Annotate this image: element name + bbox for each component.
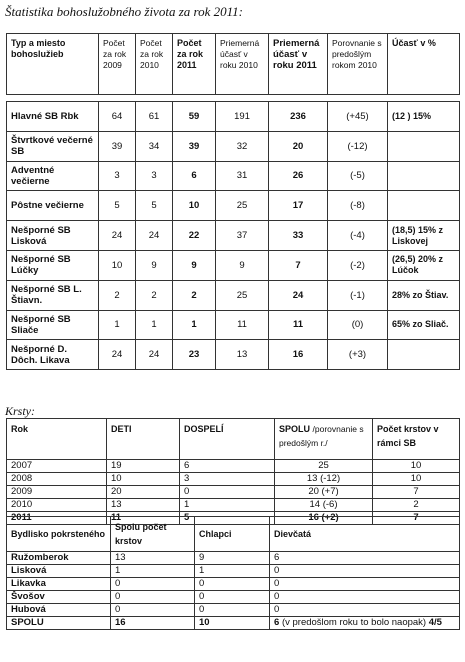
- service-row: [7, 250, 460, 280]
- residence-boys: 0: [195, 604, 270, 617]
- residence-girls: 0: [270, 578, 460, 591]
- baptism-total: 25: [275, 460, 373, 473]
- residence-header-row: [7, 517, 460, 552]
- service-name: Nešporné SB L. Štiavn.: [7, 280, 99, 310]
- service-name: Nešporné D. Dôch. Likava: [7, 340, 99, 370]
- avg-2010: 37: [216, 221, 269, 251]
- baptisms-title: Krsty:: [5, 404, 35, 418]
- service-name: Pôstne večierne: [7, 191, 99, 221]
- baptism-adults: 0: [180, 486, 275, 499]
- compare-value: (+3): [328, 340, 388, 370]
- attendance-pct: (26,5) 20% z Lúčok: [388, 250, 460, 280]
- service-row: [7, 131, 460, 161]
- page-title: Štatistika bohoslužobného života za rok 2011:: [5, 4, 243, 19]
- header-sb-count: Počet krstov v rámci SB: [373, 419, 460, 460]
- baptism-sb: 10: [373, 473, 460, 486]
- baptism-adults: 1: [180, 499, 275, 512]
- residence-girls: 0: [270, 565, 460, 578]
- count-2010: 61: [136, 102, 173, 132]
- baptism-adults: 3: [180, 473, 275, 486]
- residence-place: Hubová: [7, 604, 111, 617]
- services-header-row: [7, 34, 460, 95]
- header-gap: [7, 95, 460, 102]
- baptism-sb: 2: [373, 499, 460, 512]
- header-total-note: /porovnanie s predošlým r./: [279, 424, 364, 448]
- avg-2011: 11: [269, 310, 328, 340]
- compare-value: (+45): [328, 102, 388, 132]
- services-body: [7, 102, 460, 370]
- baptisms-body: [7, 460, 460, 525]
- baptism-total: 13 (-12): [275, 473, 373, 486]
- header-total: [275, 419, 373, 460]
- residence-place: Likavka: [7, 578, 111, 591]
- service-row: [7, 310, 460, 340]
- summary-girls: [270, 617, 460, 630]
- residence-total: 0: [111, 591, 195, 604]
- count-2011: 6: [173, 161, 216, 191]
- residence-total: 13: [111, 552, 195, 565]
- baptism-year: 2011: [7, 512, 107, 525]
- count-2010: 34: [136, 131, 173, 161]
- avg-2010: 9: [216, 250, 269, 280]
- attendance-pct: (12 ) 15%: [388, 102, 460, 132]
- count-2010: 24: [136, 340, 173, 370]
- baptism-adults: 5: [180, 512, 275, 525]
- residence-table: [6, 516, 460, 630]
- baptism-total: 16 (+2): [275, 512, 373, 525]
- count-2009: 1: [99, 310, 136, 340]
- summary-girls-note: (v predošlom roku to bolo naopak): [281, 617, 427, 628]
- count-2010: 24: [136, 221, 173, 251]
- attendance-pct: (18,5) 15% z Liskovej: [388, 221, 460, 251]
- header-pct: Účasť v %: [388, 34, 460, 95]
- header-children: DETI: [107, 419, 180, 460]
- header-total-label: SPOLU: [279, 424, 311, 434]
- baptism-year: 2007: [7, 460, 107, 473]
- count-2010: 5: [136, 191, 173, 221]
- baptism-row: [7, 473, 460, 486]
- compare-value: (-8): [328, 191, 388, 221]
- service-name: Adventné večierne: [7, 161, 99, 191]
- header-avg-2010: Priemerná účasť v roku 2010: [216, 34, 269, 95]
- count-2010: 3: [136, 161, 173, 191]
- baptism-children: 13: [107, 499, 180, 512]
- residence-row: [7, 552, 460, 565]
- count-2011: 59: [173, 102, 216, 132]
- summary-girls-ratio: 4/5: [428, 617, 442, 628]
- baptism-adults: 6: [180, 460, 275, 473]
- count-2009: 5: [99, 191, 136, 221]
- count-2011: 1: [173, 310, 216, 340]
- compare-value: (-4): [328, 221, 388, 251]
- residence-row: [7, 604, 460, 617]
- service-name: Štvrtkové večerné SB: [7, 131, 99, 161]
- baptism-row: [7, 486, 460, 499]
- service-row: [7, 221, 460, 251]
- baptism-row: [7, 499, 460, 512]
- count-2010: 2: [136, 280, 173, 310]
- summary-boys: 10: [195, 617, 270, 630]
- residence-body: [7, 552, 460, 617]
- residence-boys: 1: [195, 565, 270, 578]
- count-2010: 9: [136, 250, 173, 280]
- header-avg-2011: Priemerná účasť v roku 2011: [269, 34, 328, 95]
- service-name: Nešporné SB Lúčky: [7, 250, 99, 280]
- header-count-2011: Počet za rok 2011: [173, 34, 216, 95]
- baptism-children: 20: [107, 486, 180, 499]
- baptism-sb: 10: [373, 460, 460, 473]
- residence-summary-row: [7, 617, 460, 630]
- compare-value: (-12): [328, 131, 388, 161]
- avg-2011: 16: [269, 340, 328, 370]
- compare-value: (-5): [328, 161, 388, 191]
- attendance-pct: [388, 161, 460, 191]
- attendance-pct: 28% zo Štiav.: [388, 280, 460, 310]
- count-2011: 2: [173, 280, 216, 310]
- baptisms-table: [6, 418, 460, 525]
- residence-boys: 0: [195, 578, 270, 591]
- baptism-children: 19: [107, 460, 180, 473]
- baptism-sb: 7: [373, 486, 460, 499]
- count-2011: 10: [173, 191, 216, 221]
- count-2009: 3: [99, 161, 136, 191]
- service-row: [7, 161, 460, 191]
- header-residence-total: Spolu počet krstov: [111, 517, 195, 552]
- attendance-pct: [388, 340, 460, 370]
- avg-2011: 26: [269, 161, 328, 191]
- baptisms-header-row: [7, 419, 460, 460]
- avg-2011: 24: [269, 280, 328, 310]
- count-2011: 39: [173, 131, 216, 161]
- baptism-year: 2010: [7, 499, 107, 512]
- baptism-row: [7, 460, 460, 473]
- header-year: Rok: [7, 419, 107, 460]
- residence-girls: 0: [270, 591, 460, 604]
- service-name: Hlavné SB Rbk: [7, 102, 99, 132]
- avg-2010: 31: [216, 161, 269, 191]
- service-name: Nešporné SB Sliače: [7, 310, 99, 340]
- residence-girls: 6: [270, 552, 460, 565]
- avg-2010: 25: [216, 280, 269, 310]
- compare-value: (-1): [328, 280, 388, 310]
- avg-2011: 20: [269, 131, 328, 161]
- attendance-pct: [388, 131, 460, 161]
- avg-2011: 33: [269, 221, 328, 251]
- count-2009: 24: [99, 340, 136, 370]
- count-2011: 9: [173, 250, 216, 280]
- baptism-total: 20 (+7): [275, 486, 373, 499]
- service-name: Nešporné SB Lisková: [7, 221, 99, 251]
- residence-total: 1: [111, 565, 195, 578]
- residence-place: Ružomberok: [7, 552, 111, 565]
- count-2009: 64: [99, 102, 136, 132]
- header-count-2009: Počet za rok 2009: [99, 34, 136, 95]
- residence-total: 0: [111, 604, 195, 617]
- service-row: [7, 340, 460, 370]
- service-row: [7, 280, 460, 310]
- avg-2010: 191: [216, 102, 269, 132]
- compare-value: (0): [328, 310, 388, 340]
- header-type: Typ a miesto bohoslužieb: [7, 34, 99, 95]
- residence-girls: 0: [270, 604, 460, 617]
- count-2009: 24: [99, 221, 136, 251]
- attendance-pct: [388, 191, 460, 221]
- header-boys: Chlapci: [195, 517, 270, 552]
- compare-value: (-2): [328, 250, 388, 280]
- residence-total: 0: [111, 578, 195, 591]
- header-place: Bydlisko pokrsteného: [7, 517, 111, 552]
- header-girls: Dievčatá: [270, 517, 460, 552]
- residence-row: [7, 591, 460, 604]
- residence-boys: 9: [195, 552, 270, 565]
- baptism-year: 2008: [7, 473, 107, 486]
- avg-2011: 236: [269, 102, 328, 132]
- avg-2010: 11: [216, 310, 269, 340]
- avg-2010: 25: [216, 191, 269, 221]
- summary-girls-value: 6: [274, 617, 280, 628]
- baptism-total: 14 (-6): [275, 499, 373, 512]
- count-2009: 10: [99, 250, 136, 280]
- header-count-2010: Počet za rok 2010: [136, 34, 173, 95]
- service-row: [7, 191, 460, 221]
- header-adults: DOSPELÍ: [180, 419, 275, 460]
- summary-total: 16: [111, 617, 195, 630]
- count-2011: 23: [173, 340, 216, 370]
- summary-place: SPOLU: [7, 617, 111, 630]
- count-2009: 2: [99, 280, 136, 310]
- residence-place: Švošov: [7, 591, 111, 604]
- baptism-year: 2009: [7, 486, 107, 499]
- baptism-children: 10: [107, 473, 180, 486]
- service-row: [7, 102, 460, 132]
- count-2009: 39: [99, 131, 136, 161]
- baptism-sb: 7: [373, 512, 460, 525]
- residence-boys: 0: [195, 591, 270, 604]
- header-compare: Porovnanie s predošlým rokom 2010: [328, 34, 388, 95]
- count-2010: 1: [136, 310, 173, 340]
- avg-2011: 17: [269, 191, 328, 221]
- attendance-pct: 65% zo Sliač.: [388, 310, 460, 340]
- avg-2010: 32: [216, 131, 269, 161]
- services-table: [6, 33, 460, 370]
- avg-2010: 13: [216, 340, 269, 370]
- count-2011: 22: [173, 221, 216, 251]
- residence-place: Lisková: [7, 565, 111, 578]
- avg-2011: 7: [269, 250, 328, 280]
- residence-row: [7, 578, 460, 591]
- baptism-children: 11: [107, 512, 180, 525]
- residence-row: [7, 565, 460, 578]
